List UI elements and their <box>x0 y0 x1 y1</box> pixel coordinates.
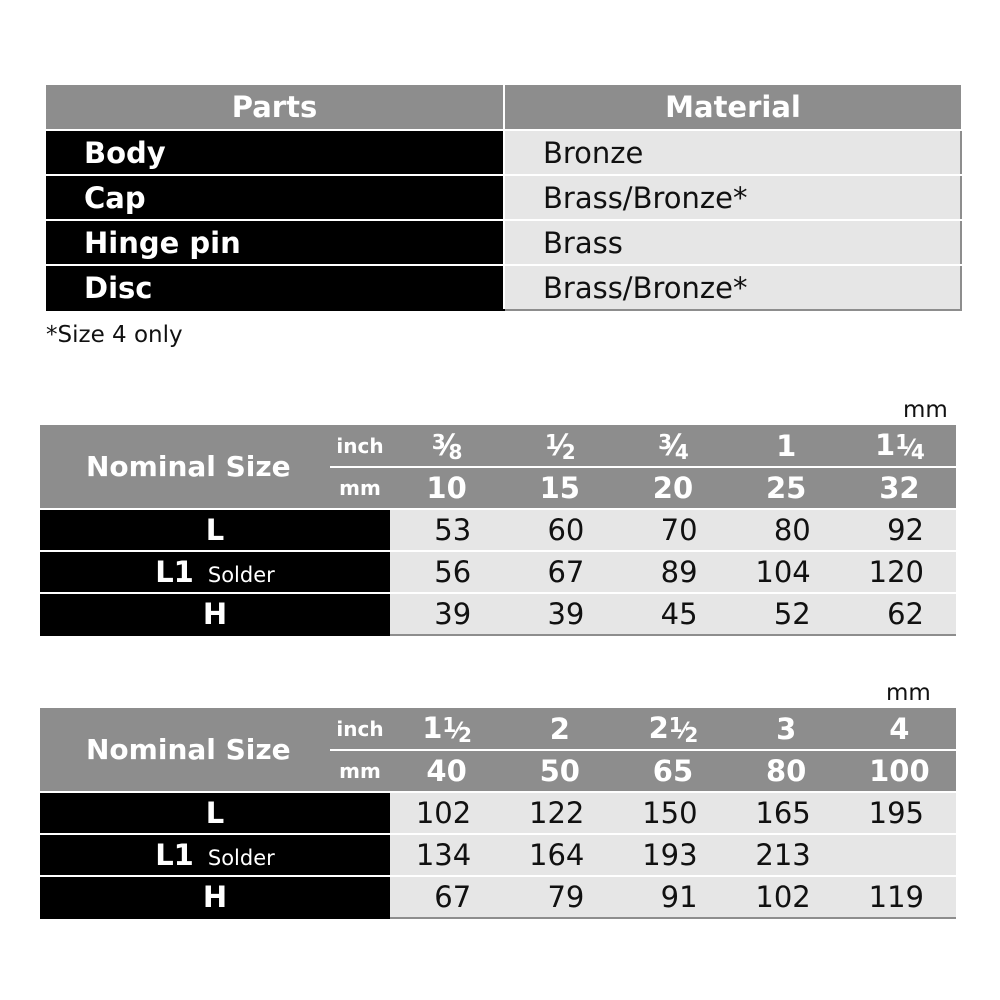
row-sublabel: Solder <box>207 846 275 870</box>
value-cell: 39 <box>503 593 616 635</box>
value-cell: 102 <box>390 792 503 834</box>
materials-row <box>46 220 961 265</box>
row-label <box>40 509 390 551</box>
value-cell: 70 <box>616 509 729 551</box>
row-label-text: L <box>205 513 225 547</box>
value-cell: 134 <box>390 834 503 876</box>
mm-size: 80 <box>730 750 843 792</box>
value-cell: 120 <box>843 551 956 593</box>
row-label <box>40 876 390 918</box>
materials-row <box>46 175 961 220</box>
materials-row <box>46 130 961 175</box>
value-cell: 79 <box>503 876 616 918</box>
nominal-size-label: Nominal Size <box>40 425 330 509</box>
value-cell: 91 <box>616 876 729 918</box>
row-label <box>40 792 390 834</box>
value-cell: 193 <box>616 834 729 876</box>
inch-size: $1^1⁄_4$ <box>843 425 956 467</box>
size-table <box>40 708 956 919</box>
value-cell <box>843 834 956 876</box>
inch-size: 1 <box>730 425 843 467</box>
value-cell: 213 <box>730 834 843 876</box>
materials-header-row <box>46 85 961 130</box>
row-sublabel: Solder <box>207 563 275 587</box>
dimension-row-l1 <box>40 834 956 876</box>
part-name: Hinge pin <box>46 220 504 265</box>
inch-size: 2 <box>503 708 616 750</box>
value-cell: 195 <box>843 792 956 834</box>
mm-size: 15 <box>503 467 616 509</box>
dimension-row-l <box>40 509 956 551</box>
value-cell: 67 <box>390 876 503 918</box>
row-label-text: L <box>205 796 225 830</box>
value-cell: 89 <box>616 551 729 593</box>
inch-size: 4 <box>843 708 956 750</box>
value-cell: 150 <box>616 792 729 834</box>
mm-size: 40 <box>390 750 503 792</box>
inch-size: $2^1⁄_2$ <box>616 708 729 750</box>
value-cell: 80 <box>730 509 843 551</box>
value-cell: 53 <box>390 509 503 551</box>
parts-header: Parts <box>46 85 504 130</box>
part-name: Body <box>46 130 504 175</box>
material-header: Material <box>504 85 961 130</box>
mm-size: 20 <box>616 467 729 509</box>
inch-size: $^3⁄_4$ <box>616 425 729 467</box>
row-label <box>40 593 390 635</box>
mm-label: mm <box>330 750 390 792</box>
inch-label: inch <box>330 708 390 750</box>
part-name: Disc <box>46 265 504 310</box>
inch-size: $^1⁄_2$ <box>503 425 616 467</box>
mm-label: mm <box>330 467 390 509</box>
value-cell: 164 <box>503 834 616 876</box>
dimension-row-l1 <box>40 551 956 593</box>
materials-row <box>46 265 961 310</box>
dimension-row-h <box>40 593 956 635</box>
dimension-row-l <box>40 792 956 834</box>
value-cell: 102 <box>730 876 843 918</box>
value-cell: 62 <box>843 593 956 635</box>
value-cell: 92 <box>843 509 956 551</box>
mm-size: 25 <box>730 467 843 509</box>
unit-label: mm <box>903 397 948 423</box>
row-label <box>40 551 390 593</box>
row-label <box>40 834 390 876</box>
inch-size: $1^1⁄_2$ <box>390 708 503 750</box>
value-cell: 39 <box>390 593 503 635</box>
value-cell: 67 <box>503 551 616 593</box>
mm-size: 10 <box>390 467 503 509</box>
value-cell: 52 <box>730 593 843 635</box>
mm-size: 65 <box>616 750 729 792</box>
row-label-text: L1 <box>155 838 194 872</box>
value-cell: 60 <box>503 509 616 551</box>
mm-size: 100 <box>843 750 956 792</box>
inch-row <box>40 708 956 750</box>
value-cell: 119 <box>843 876 956 918</box>
row-label-text: L1 <box>155 555 194 589</box>
unit-label: mm <box>886 680 931 706</box>
row-label-text: H <box>202 880 228 914</box>
value-cell: 165 <box>730 792 843 834</box>
part-material: Brass/Bronze* <box>504 175 961 220</box>
dimension-row-h <box>40 876 956 918</box>
part-material: Brass <box>504 220 961 265</box>
inch-size: $^3⁄_8$ <box>390 425 503 467</box>
materials-footnote: *Size 4 only <box>46 322 183 348</box>
part-name: Cap <box>46 175 504 220</box>
size-table <box>40 425 956 636</box>
mm-size: 50 <box>503 750 616 792</box>
value-cell: 56 <box>390 551 503 593</box>
inch-size: 3 <box>730 708 843 750</box>
part-material: Bronze <box>504 130 961 175</box>
row-label-text: H <box>202 597 228 631</box>
part-material: Brass/Bronze* <box>504 265 961 310</box>
mm-size: 32 <box>843 467 956 509</box>
inch-label: inch <box>330 425 390 467</box>
inch-row <box>40 425 956 467</box>
nominal-size-label: Nominal Size <box>40 708 330 792</box>
value-cell: 45 <box>616 593 729 635</box>
value-cell: 122 <box>503 792 616 834</box>
materials-table <box>46 85 962 311</box>
value-cell: 104 <box>730 551 843 593</box>
